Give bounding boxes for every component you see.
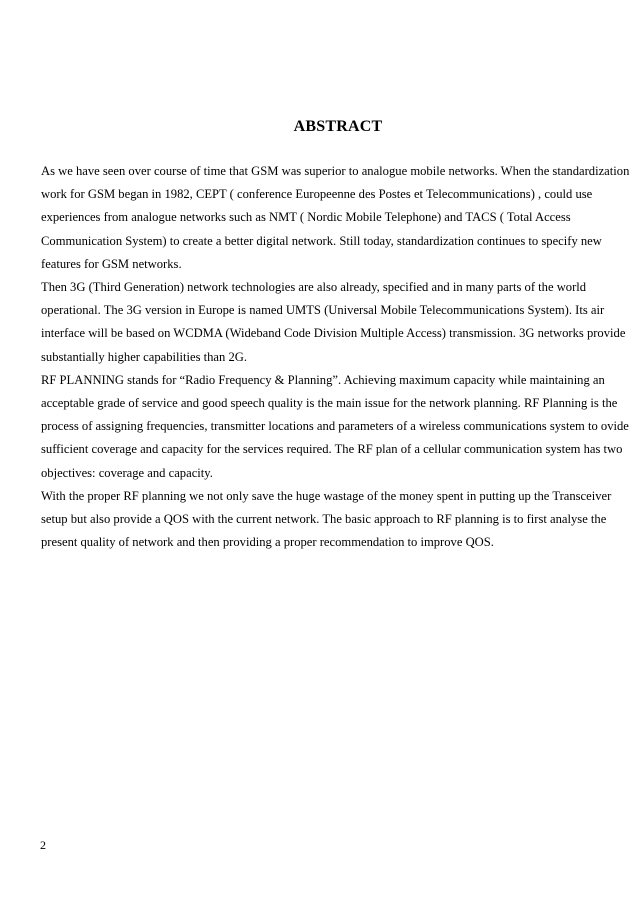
page-title: ABSTRACT	[293, 118, 383, 135]
abstract-body	[41, 160, 635, 554]
paragraph-rf-planning: RF PLANNING stands for “Radio Frequency & Planning”. Achieving maximum capacity while maintaining an acceptable grade of service and good speech quality is the main issue for the network planning. RF Planning is the process of assigning frequencies, transmitter locations and parameters of a wireless communications system to ovide sufficient coverage and capacity for the services required. The RF plan of a cellular communication system has two objectives: coverage and capacity.	[41, 372, 629, 480]
paragraph-gsm: As we have seen over course of time that GSM was superior to analogue mobile networks. When the standardization work for GSM began in 1982, CEPT ( conference Europeenne des Postes et Telecommunications) , could use experiences from analogue networks such as NMT ( Nordic Mobile Telephone) and TACS ( Total Access Communication System) to create a better digital network. Still today, standardization continues to specify new features for GSM networks.	[41, 164, 630, 271]
page-number: 2	[40, 838, 46, 852]
paragraph-3g: Then 3G (Third Generation) network technologies are also already, specified and in many parts of the world operational. The 3G version in Europe is named UMTS (Universal Mobile Telecommunications System). Its air interface will be based on WCDMA (Wideband Code Division Multiple Access) transmission. 3G networks provide substantially higher capabilities than 2G.	[41, 280, 626, 364]
paragraph-conclusion: With the proper RF planning we not only save the huge wastage of the money spent in putting up the Transceiver setup but also provide a QOS with the current network. The basic approach to RF planning is to first analyse the present quality of network and then providing a proper recommendation to improve QOS.	[41, 488, 612, 550]
